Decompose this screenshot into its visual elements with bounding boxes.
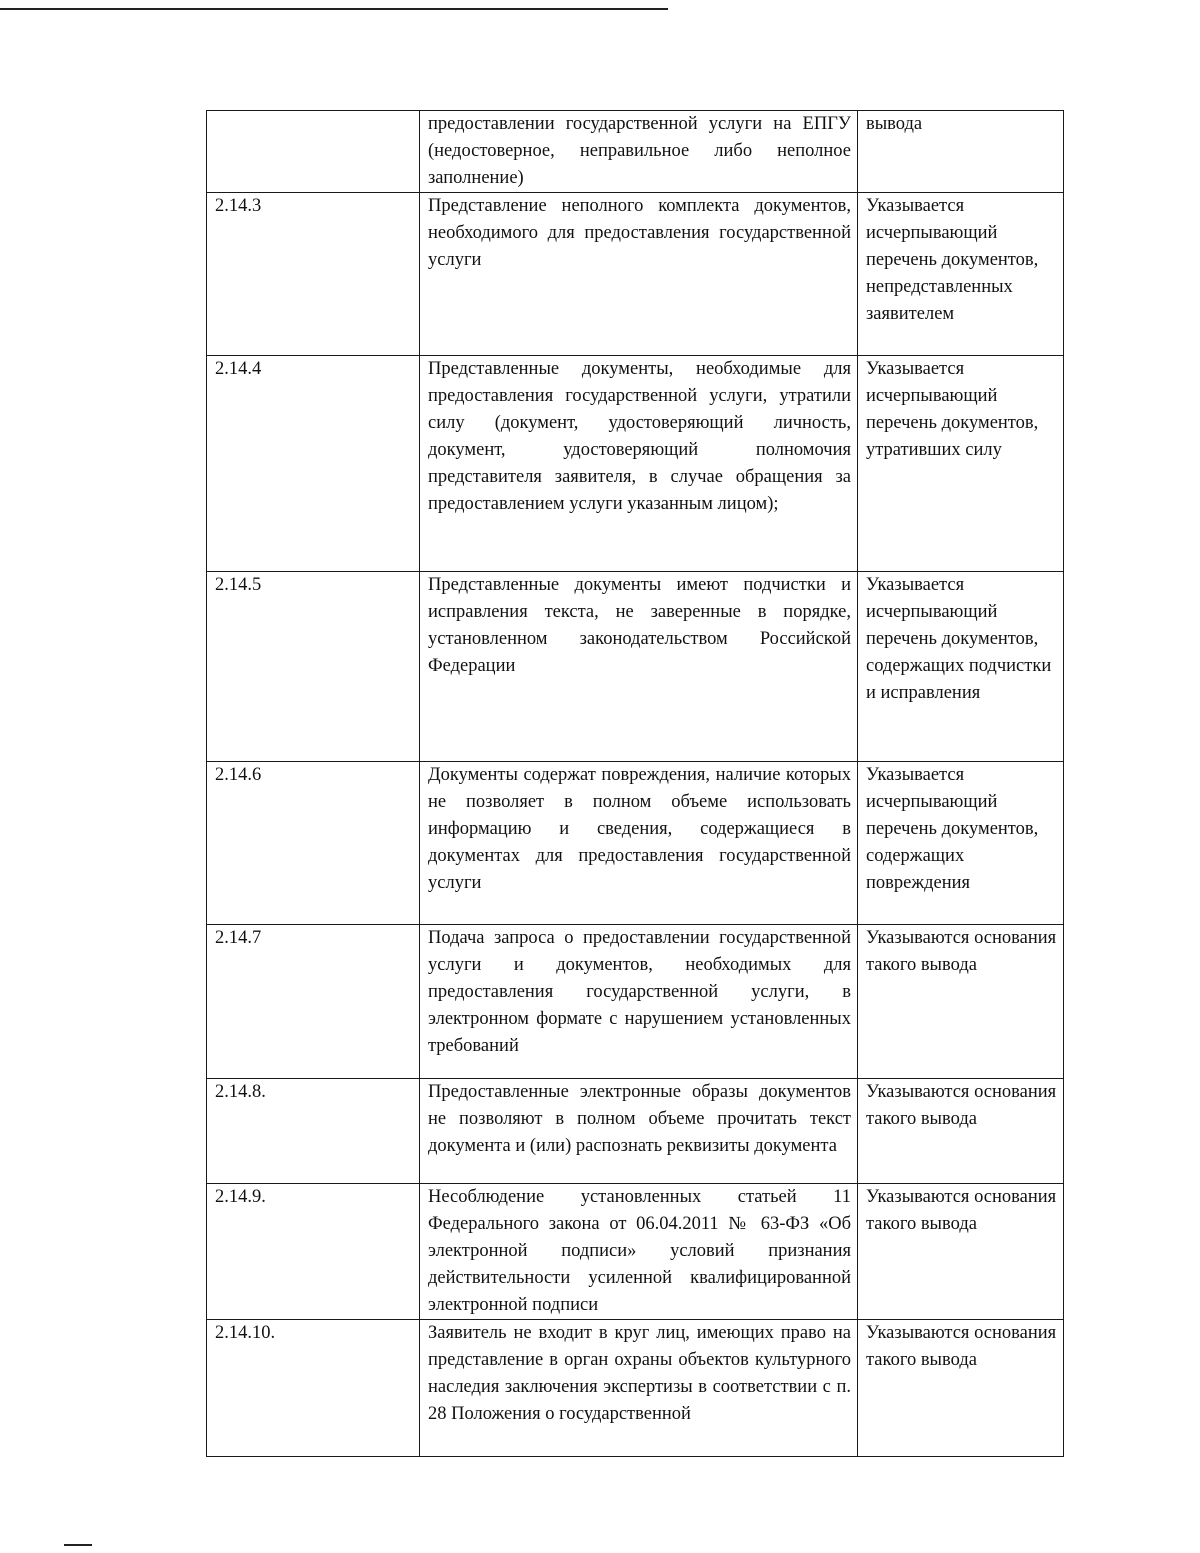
row-number: 2.14.5: [207, 572, 420, 762]
row-description: Представленные документы, необходимые для предоставления государственной услуги, утратили силу (документ, удостоверяющий личность, документ, удостоверяющий полномочия представителя заявителя, в случае обращения за предоставлением услуги указанным лицом);: [420, 356, 858, 572]
row-note: Указывается исчерпывающий перечень документов, содержащих подчистки и исправления: [858, 572, 1064, 762]
row-number: 2.14.3: [207, 193, 420, 356]
scan-edge-mark: [64, 1544, 92, 1546]
table-row: [207, 1184, 1064, 1320]
row-description: Представление неполного комплекта документов, необходимого для предоставления государственной услуги: [420, 193, 858, 356]
table-row: [207, 1320, 1064, 1457]
table-row: [207, 762, 1064, 925]
row-note: Указывается исчерпывающий перечень документов, непредставленных заявителем: [858, 193, 1064, 356]
row-note: Указываются основания такого вывода: [858, 1184, 1064, 1320]
row-note: Указываются основания такого вывода: [858, 1320, 1064, 1457]
row-number: 2.14.9.: [207, 1184, 420, 1320]
row-note: вывода: [858, 111, 1064, 193]
table-row: [207, 356, 1064, 572]
row-number: 2.14.7: [207, 925, 420, 1079]
row-number: 2.14.10.: [207, 1320, 420, 1457]
row-description: Подача запроса о предоставлении государственной услуги и документов, необходимых для предоставления государственной услуги, в электронном формате с нарушением установленных требований: [420, 925, 858, 1079]
row-description: Предоставленные электронные образы документов не позволяют в полном объеме прочитать текст документа и (или) распознать реквизиты документа: [420, 1079, 858, 1184]
table-row: [207, 572, 1064, 762]
row-description: Представленные документы имеют подчистки и исправления текста, не заверенные в порядке, установленном законодательством Российской Федерации: [420, 572, 858, 762]
table-row: [207, 111, 1064, 193]
row-note: Указывается исчерпывающий перечень документов, содержащих повреждения: [858, 762, 1064, 925]
row-note: Указываются основания такого вывода: [858, 1079, 1064, 1184]
row-description: Документы содержат повреждения, наличие которых не позволяет в полном объеме использовать информацию и сведения, содержащиеся в документах для предоставления государственной услуги: [420, 762, 858, 925]
row-number: 2.14.8.: [207, 1079, 420, 1184]
row-description: предоставлении государственной услуги на ЕПГУ (недостоверное, неправильное либо неполное заполнение): [420, 111, 858, 193]
row-number: [207, 111, 420, 193]
row-description: Заявитель не входит в круг лиц, имеющих право на представление в орган охраны объектов культурного наследия заключения экспертизы в соответствии с п. 28 Положения о государственной: [420, 1320, 858, 1457]
row-number: 2.14.4: [207, 356, 420, 572]
row-note: Указывается исчерпывающий перечень документов, утративших силу: [858, 356, 1064, 572]
table-row: [207, 1079, 1064, 1184]
scan-edge-line: [0, 8, 668, 10]
row-number: 2.14.6: [207, 762, 420, 925]
row-note: Указываются основания такого вывода: [858, 925, 1064, 1079]
table-row: [207, 193, 1064, 356]
row-description: Несоблюдение установленных статьей 11 Федерального закона от 06.04.2011 № 63-ФЗ «Об электронной подписи» условий признания действительности усиленной квалифицированной электронной подписи: [420, 1184, 858, 1320]
table-row: [207, 925, 1064, 1079]
refusal-grounds-table: [206, 110, 1064, 1457]
